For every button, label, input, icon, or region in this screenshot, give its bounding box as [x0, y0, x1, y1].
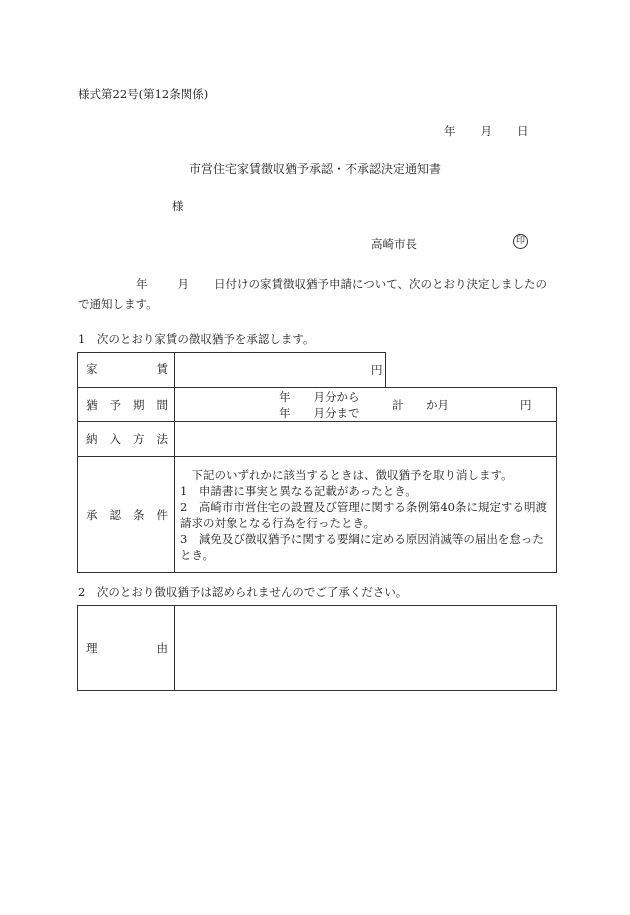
period-label: 猶 予 期 間 [86, 398, 168, 412]
rent-label: 家 賃 [86, 362, 168, 376]
date-day: 日 [517, 124, 529, 138]
form-number: 様式第22号(第12条関係) [78, 87, 209, 101]
conditions-label: 承 認 条 件 [86, 508, 168, 522]
condition-2: 2 高崎市市営住宅の設置及び管理に関する条例第40条に規定する明渡請求の対象となる行為を行ったとき。 [180, 500, 547, 530]
date-month: 月 [480, 124, 492, 138]
addressee-suffix: 様 [172, 199, 184, 213]
period-range [279, 389, 360, 421]
reason-label: 理 由 [86, 641, 168, 655]
rent-unit: 円 [371, 363, 383, 377]
condition-1: 1 申請書に事実と異なる記載があったとき。 [180, 484, 417, 498]
conditions-text [180, 467, 552, 563]
section2-heading: 2 次のとおり徴収猶予は認められませんのでご了承ください。 [78, 585, 408, 599]
payment-method-label: 納 入 方 法 [86, 432, 168, 446]
issuer-name: 高崎市長 [371, 237, 417, 251]
period-from: 年 月分から [279, 390, 360, 404]
document-title: 市営住宅家賃徴収猶予承認・不承認決定通知書 [188, 162, 441, 176]
section1-heading: 1 次のとおり家賃の徴収猶予を承認します。 [78, 332, 315, 346]
period-total-label: 計 [392, 398, 404, 412]
period-to: 年 月分まで [279, 406, 360, 420]
date-line [444, 123, 529, 139]
seal-icon: 印 [513, 234, 528, 249]
period-months: か月 [426, 398, 449, 412]
period-unit: 円 [520, 398, 532, 412]
body-paragraph: 年 月 日付けの家賃徴収猶予申請について、次のとおり決定しましたの で通知します。 [78, 277, 548, 311]
conditions-intro: 下記のいずれかに該当するときは、徴収猶予を取り消します。 [180, 468, 513, 482]
condition-3: 3 減免及び徴収猶予に関する要綱に定める原因消滅等の届出を怠ったとき。 [180, 532, 544, 562]
date-year: 年 [444, 124, 456, 138]
